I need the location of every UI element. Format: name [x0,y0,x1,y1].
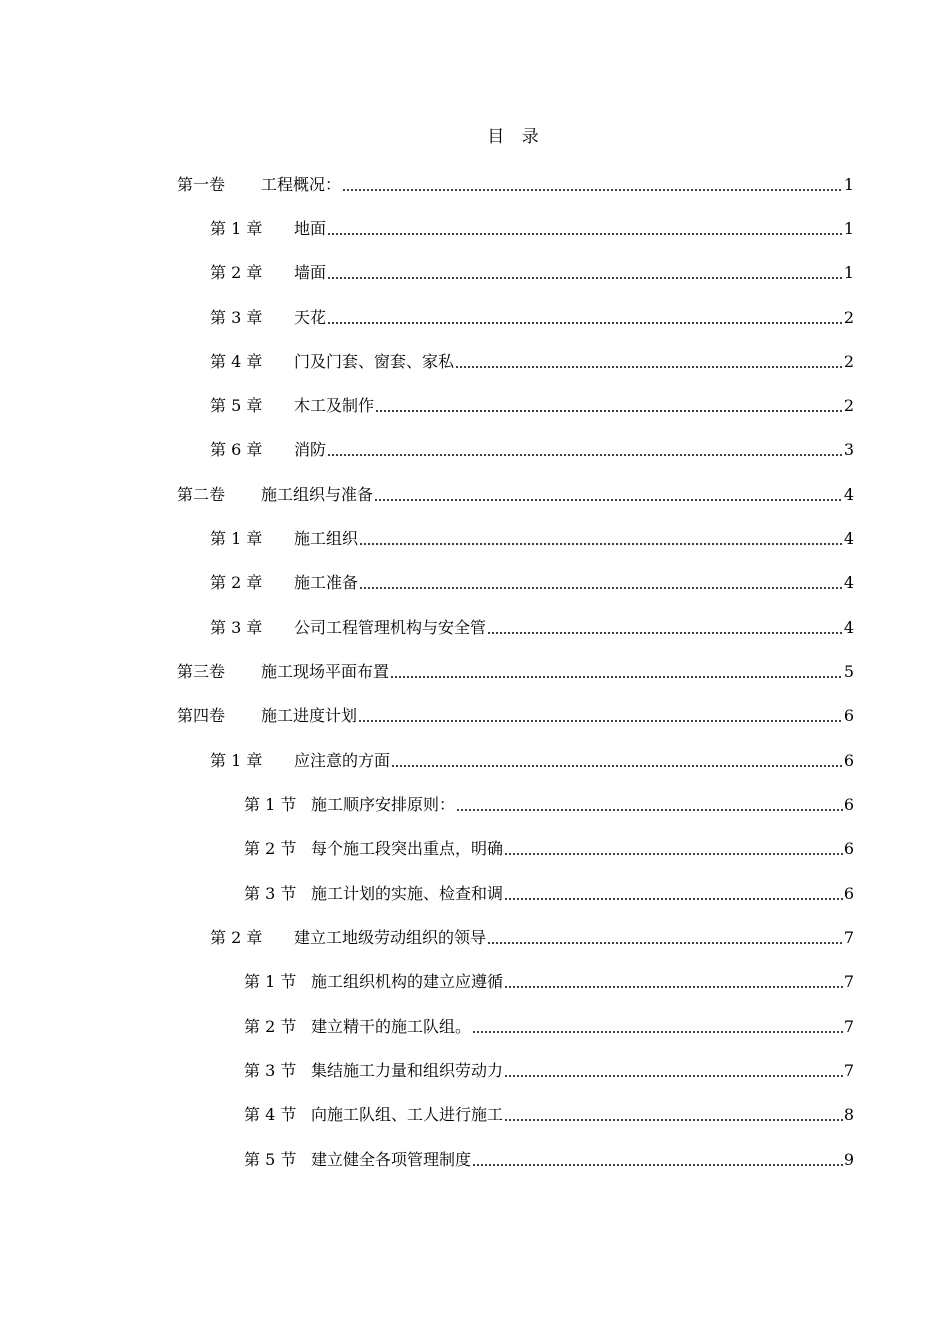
toc-entry[interactable] [210,303,854,329]
toc-entry-page: 7 [843,972,854,991]
toc-entry-title: 地面 [294,219,327,238]
toc-entry-page: 8 [843,1105,854,1124]
toc-entry-page: 4 [843,573,854,592]
toc-entry-number: 第 1 章 [210,219,263,238]
toc-entry-page: 6 [843,795,854,814]
toc-entry-title: 每个施工段突出重点，明确 [311,839,504,858]
toc-entry-page: 1 [843,175,854,194]
toc-entry-title: 公司工程管理机构与安全管 [294,618,487,637]
toc-dot-leader [391,765,843,767]
toc-entry-page: 4 [843,529,854,548]
toc-entry-page: 7 [843,928,854,947]
toc-entry[interactable] [210,347,854,373]
toc-entry-title: 建立精干的施工队组。 [311,1017,472,1036]
toc-entry[interactable] [210,214,854,240]
toc-entry[interactable] [210,435,854,461]
toc-entry-number: 第四卷 [177,706,226,725]
toc-entry-title: 木工及制作 [294,396,375,415]
toc-entry-title: 墙面 [294,263,327,282]
toc-entry[interactable] [244,790,854,816]
toc-dot-leader [504,898,843,900]
toc-entry-number: 第 2 章 [210,928,263,947]
toc-entry-number: 第 2 章 [210,573,263,592]
toc-entry-page: 6 [843,839,854,858]
toc-entry-title: 工程概况： [261,175,342,194]
toc-entry-page: 2 [843,352,854,371]
toc-dot-leader [504,1075,843,1077]
toc-entry-title: 施工组织 [294,529,359,548]
toc-entry-page: 9 [843,1150,854,1169]
toc-entry-number: 第二卷 [177,485,226,504]
toc-dot-leader [487,942,843,944]
toc-entry-page: 1 [843,219,854,238]
toc-entry-page: 4 [843,618,854,637]
toc-dot-leader [359,587,843,589]
toc-entry[interactable] [177,657,854,683]
toc-entry[interactable] [244,967,854,993]
toc-entry-number: 第 6 章 [210,440,263,459]
toc-entry-title: 消防 [294,440,327,459]
toc-entry[interactable] [244,1056,854,1082]
toc-entry-title: 施工计划的实施、检查和调 [311,884,504,903]
toc-dot-leader [374,499,843,501]
toc-dot-leader [327,322,843,324]
toc-entry-number: 第 5 章 [210,396,263,415]
toc-entry-title: 向施工队组、工人进行施工 [311,1105,504,1124]
toc-entry-number: 第 3 章 [210,308,263,327]
toc-entry-page: 2 [843,308,854,327]
toc-entry[interactable] [210,524,854,550]
toc-dot-leader [455,366,843,368]
toc-entry-title: 建立工地级劳动组织的领导 [294,928,487,947]
toc-entry[interactable] [244,1100,854,1126]
toc-entry-title: 施工现场平面布置 [261,662,390,681]
toc-entry-page: 7 [843,1061,854,1080]
toc-entry-page: 6 [843,884,854,903]
toc-entry-page: 2 [843,396,854,415]
toc-entry-number: 第 5 节 [244,1150,297,1169]
toc-entry-number: 第 1 节 [244,972,297,991]
toc-entry-title: 施工进度计划 [261,706,358,725]
toc-entry[interactable] [210,746,854,772]
toc-entry[interactable] [177,170,854,196]
toc-entry-number: 第 3 节 [244,884,297,903]
toc-dot-leader [327,233,843,235]
toc-entry[interactable] [177,480,854,506]
toc-entry-page: 3 [843,440,854,459]
toc-entry-number: 第 4 章 [210,352,263,371]
toc-entry-number: 第 3 节 [244,1061,297,1080]
toc-entry[interactable] [244,1145,854,1171]
toc-dot-leader [472,1031,843,1033]
toc-entry-page: 6 [843,706,854,725]
toc-entry-number: 第 1 节 [244,795,297,814]
toc-dot-leader [390,676,843,678]
toc-entry-number: 第 4 节 [244,1105,297,1124]
toc-dot-leader [456,809,843,811]
toc-dot-leader [375,410,843,412]
toc-entry[interactable] [244,1012,854,1038]
toc-dot-leader [487,632,843,634]
toc-entry-title: 建立健全各项管理制度 [311,1150,472,1169]
toc-entry[interactable] [177,701,854,727]
toc-dot-leader [327,454,843,456]
toc-entry[interactable] [210,568,854,594]
toc-dot-leader [504,853,843,855]
toc-entry-title: 天花 [294,308,327,327]
toc-entry-number: 第 1 章 [210,751,263,770]
toc-entry-number: 第 1 章 [210,529,263,548]
toc-entry-number: 第 3 章 [210,618,263,637]
toc-entry[interactable] [210,391,854,417]
toc-entry-page: 6 [843,751,854,770]
toc-dot-leader [358,720,843,722]
toc-dot-leader [327,277,843,279]
toc-entry-number: 第 2 章 [210,263,263,282]
toc-entry-number: 第一卷 [177,175,226,194]
toc-entry-title: 集结施工力量和组织劳动力 [311,1061,504,1080]
toc-entry-title: 施工组织与准备 [261,485,374,504]
toc-entry-number: 第 2 节 [244,839,297,858]
toc-dot-leader [342,189,843,191]
toc-entry[interactable] [244,879,854,905]
toc-dot-leader [504,1119,843,1121]
toc-entry-page: 7 [843,1017,854,1036]
toc-entry[interactable] [210,923,854,949]
toc-entry-title: 应注意的方面 [294,751,391,770]
toc-entry-number: 第 2 节 [244,1017,297,1036]
toc-entry-page: 4 [843,485,854,504]
toc-entry-title: 门及门套、窗套、家私 [294,352,455,371]
toc-entry-title: 施工顺序安排原则： [311,795,456,814]
toc-dot-leader [504,986,843,988]
toc-title: 目 录 [487,127,545,147]
toc-entry[interactable] [210,258,854,284]
toc-dot-leader [472,1164,843,1166]
toc-entry-title: 施工组织机构的建立应遵循 [311,972,504,991]
toc-entry-number: 第三卷 [177,662,226,681]
toc-entry-page: 1 [843,263,854,282]
toc-entry[interactable] [210,613,854,639]
toc-entry-title: 施工准备 [294,573,359,592]
toc-entry-page: 5 [843,662,854,681]
toc-entry[interactable] [244,834,854,860]
toc-dot-leader [359,543,843,545]
